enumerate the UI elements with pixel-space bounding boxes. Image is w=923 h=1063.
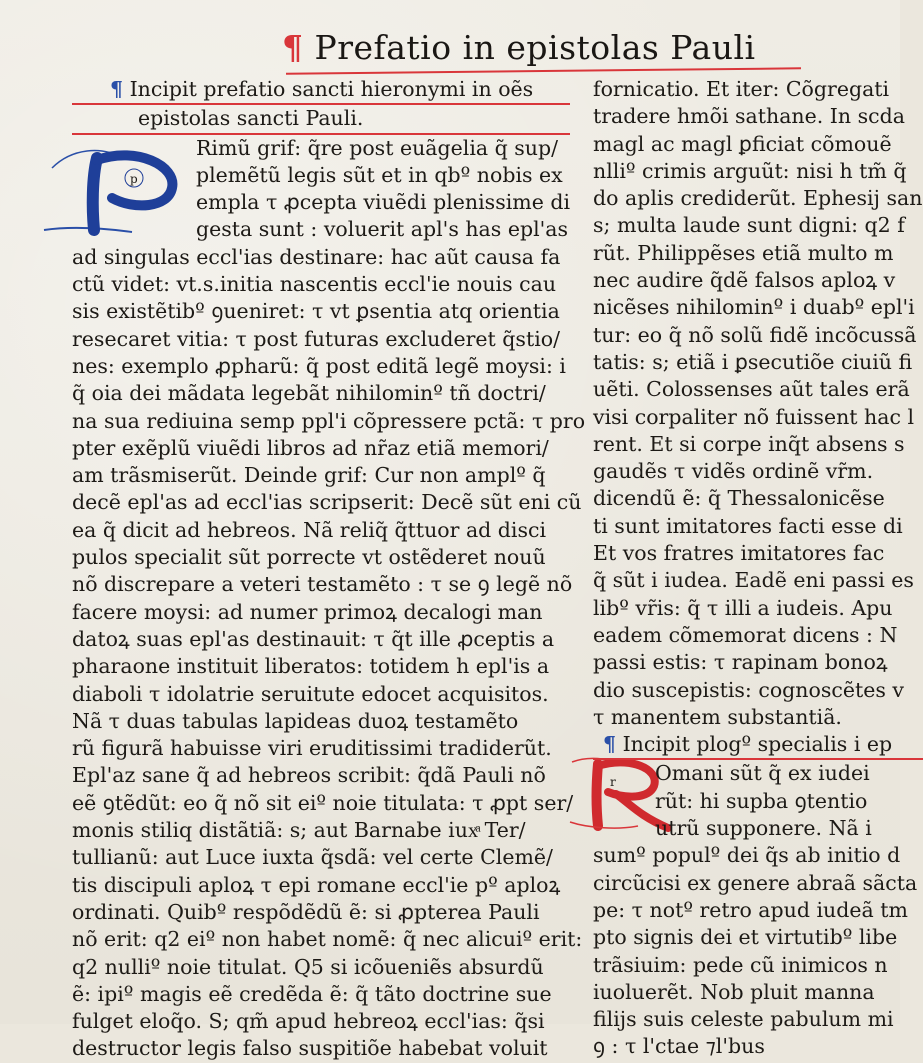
text-line: dio suscepistis: cognoscẽtes v — [593, 677, 904, 702]
text-line — [72, 244, 570, 271]
text-line — [72, 708, 570, 735]
text-line-heading — [72, 105, 570, 134]
text-line: tatis: s; etiã i ꝑsecutiõe ciuiũ fi — [593, 349, 913, 374]
text-line-heading — [72, 76, 570, 105]
text-line — [72, 326, 570, 353]
line-text: nes: exemplo ꝓpharũ: q̃ post editã legẽ moysi: i — [72, 353, 566, 378]
text-line: nec audire q̃dẽ falsos aploꝝ v — [593, 268, 896, 293]
line-text: rũ figurã habuisse viri eruditissimi tradiderũt. — [72, 736, 552, 761]
svg-text:r: r — [610, 775, 616, 789]
text-line — [72, 216, 570, 243]
pilcrow-mark: ¶ — [603, 732, 617, 757]
text-line — [72, 681, 570, 708]
line-text: Epl'az sane q̃ ad hebreos scribit: q̃dã Pauli nõ — [72, 763, 546, 788]
right-text-column — [593, 76, 923, 1061]
text-line: ti sunt imitatores facti esse di — [593, 513, 903, 538]
text-line — [72, 844, 570, 871]
line-text: nõ erit: q2 eiº non habet nomẽ: q̃ nec alicuiº erit: — [72, 927, 583, 952]
text-line: tur: eo q̃ nõ solũ fidẽ incõcussã — [593, 322, 917, 347]
text-line — [72, 981, 570, 1008]
text-line — [72, 298, 570, 325]
line-text: nõ discrepare a veteri testamẽto : τ se ꝯ legẽ nõ — [72, 572, 573, 597]
text-line — [72, 271, 570, 298]
line-text: resecaret vitia: τ post futuras excluderet q̃stio/ — [72, 326, 560, 351]
line-text: am trãsmiserũt. Deinde grif: Cur non amplº q̃ — [72, 463, 546, 488]
text-line — [72, 353, 570, 380]
line-text: Incipit prefatio sancti hieronymi in oẽs — [129, 77, 534, 101]
line-text: ea q̃ dicit ad hebreos. Nã reliq̃ q̃ttuor ad disci — [72, 517, 547, 542]
pilcrow-mark: ¶ — [110, 77, 124, 101]
line-text: fulget eloq̃o. S; qm̃ apud hebreoꝝ eccl'ias: q̃si — [72, 1009, 545, 1034]
text-line — [72, 735, 570, 762]
text-line — [72, 817, 570, 844]
page-headline — [282, 28, 842, 67]
line-text: tullianũ: aut Luce iuxta q̃sdã: vel certe Clemẽ/ — [72, 845, 553, 870]
text-line — [72, 626, 570, 653]
text-line: filijs suis celeste pabulum mi — [593, 1007, 894, 1032]
line-text: decẽ epl'as ad eccl'ias scripserit: Decẽ sũt eni cũ — [72, 490, 582, 515]
headline-red-rule — [286, 67, 801, 74]
text-line: utrũ supponere. Nã i — [655, 816, 872, 841]
text-line — [72, 380, 570, 407]
line-text: pharaone instituit liberatos: totidem h epl'is a — [72, 654, 550, 679]
line-text: Nã τ duas tabulas lapideas duoꝝ testamẽto — [72, 708, 519, 733]
line-text: eẽ ꝯtẽdũt: eo q̃ nõ sit eiº noie titulata: τ ꝓpt ser/ — [72, 790, 574, 815]
text-line: ꝯ : τ l'ctae ⁊l'bus — [593, 1034, 765, 1059]
text-line — [72, 926, 583, 953]
text-line: do aplis crediderũt. Ephesij san — [593, 186, 923, 211]
text-line — [72, 872, 570, 899]
line-text: datoꝝ suas epl'as destinauit: τ q̃t ille ꝓceptis a — [72, 626, 555, 651]
line-text: sis existẽtibº ꝯueniret: τ vt ꝑsentia atq orientia — [72, 299, 560, 324]
text-line: pto signis dei et virtutibº libe — [593, 925, 898, 950]
text-line — [72, 517, 570, 544]
line-text: gesta sunt : voluerit apl's has epl'as — [196, 217, 569, 242]
line-text: ctũ videt: vt.s.initia nascentis eccl'ie nouis cau — [72, 272, 557, 297]
text-line: libº vr̃is: q̃ τ illi a iudeis. Apu — [593, 595, 893, 620]
text-line: pe: τ notº retro apud iudeã tm — [593, 897, 908, 922]
text-line: passi estis: τ rapinam bonoꝝ — [593, 650, 888, 675]
line-text: q2 nulliº noie titulat. Q5 si icõueniẽs absurdũ — [72, 954, 544, 979]
left-text-column — [72, 76, 586, 1063]
text-line — [72, 435, 570, 462]
line-text: tis discipuli aploꝝ τ epi romane eccl'ie pº aploꝝ — [72, 872, 561, 897]
text-line — [72, 762, 570, 789]
line-text: destructor legis falso suspitiõe habebat voluit — [72, 1036, 548, 1061]
text-line: s; multa laude sunt digni: q2 f — [593, 213, 905, 238]
text-line — [72, 599, 570, 626]
text-line: nicẽses nihilominº i duabº epl'i — [593, 295, 915, 320]
text-line: sumº populº dei q̃s ab initio d — [593, 843, 901, 868]
text-line: fornicatio. Et iter: Cõgregati — [593, 77, 890, 101]
line-text: plemẽtũ legis sũt et in qbº nobis ex — [196, 162, 563, 187]
text-line: Omani sũt q̃ ex iudei — [655, 761, 870, 786]
text-line: rũt. Philippẽses etiã multo m — [593, 240, 894, 265]
line-text: monis stiliq distãtiã: s; aut Barnabe iuxͣ Ter/ — [72, 818, 526, 843]
text-line: circũcisi ex genere abraã sãcta — [593, 870, 918, 895]
text-line — [72, 462, 570, 489]
text-line — [72, 544, 570, 571]
text-line: nlliº crimis arguũt: nisi h tm̃ q̃ — [593, 158, 907, 183]
line-text: na sua rediuina semp ppl'i cõpressere pctã: τ pro — [72, 408, 586, 433]
text-line: rũt: hi supba ꝯtentio — [655, 788, 868, 813]
text-line — [72, 1008, 570, 1035]
text-line: magl ac magl ꝑficiat cõmouẽ — [593, 131, 892, 156]
text-line: eadem cõmemorat dicens : N — [593, 622, 898, 647]
line-text: q̃ oia dei mãdata legebãt nihilominº tñ doctri/ — [72, 381, 546, 406]
text-line — [72, 489, 582, 516]
line-text: ordinati. Quibº respõdẽdũ ẽ: si ꝓpterea Pauli — [72, 899, 540, 924]
text-line — [72, 790, 574, 817]
line-text: Rimũ grif: q̃re post euãgelia q̃ sup/ — [196, 135, 559, 160]
text-line — [72, 571, 573, 598]
text-line — [72, 189, 570, 216]
text-line: q̃ sũt i iudea. Eadẽ eni passi es — [593, 568, 914, 593]
text-line: Et vos fratres imitatores fac — [593, 541, 885, 566]
text-line: gaudẽs τ vidẽs ordinẽ vr̃m. — [593, 459, 874, 484]
text-line — [72, 408, 586, 435]
text-line: trãsiuim: pede cũ inimicos n — [593, 952, 888, 977]
text-line — [72, 899, 570, 926]
line-text: ẽ: ipiº magis eẽ credẽda ẽ: q̃ tãto doctrine sue — [72, 981, 552, 1006]
line-text: Incipit plogº specialis i ep — [622, 732, 893, 757]
text-line: τ manentem substantiã. — [593, 704, 842, 729]
text-line — [72, 1035, 570, 1062]
text-line: iuoluerẽt. Nob pluit manna — [593, 979, 875, 1004]
line-text: pulos specialit sũt porrecte vt ostẽderet nouũ — [72, 545, 546, 570]
text-line — [72, 135, 570, 162]
svg-text:p: p — [130, 172, 138, 186]
text-line — [72, 954, 570, 981]
text-line: tradere hmõi sathane. In scda — [593, 104, 905, 129]
line-text: facere moysi: ad numer primoꝝ decalogi man — [72, 599, 543, 624]
text-line: visi corpaliter nõ fuissent hac l — [593, 404, 915, 429]
line-text: ad singulas eccl'ias destinare: hac aũt causa fa — [72, 244, 561, 269]
text-line: rent. Et si corpe inq̃t absens s — [593, 431, 905, 456]
line-text: pter exẽplũ viuẽdi libros ad nr̃az etiã memori/ — [72, 435, 549, 460]
text-line: uẽti. Colossenses aũt tales erã — [593, 377, 910, 402]
line-text: diaboli τ idolatrie seruitute edocet acquisitos. — [72, 681, 549, 706]
line-text: empla τ ꝓcepta viuẽdi plenissime di — [196, 190, 571, 215]
pilcrow-mark: ¶ — [282, 28, 304, 67]
text-line — [72, 162, 570, 189]
text-line-heading — [593, 731, 923, 760]
line-text: epistolas sancti Pauli. — [138, 106, 364, 131]
text-line: dicendũ ẽ: q̃ Thessalonicẽse — [593, 486, 885, 511]
text-line — [72, 653, 570, 680]
headline-text: Prefatio in epistolas Pauli — [314, 28, 756, 67]
